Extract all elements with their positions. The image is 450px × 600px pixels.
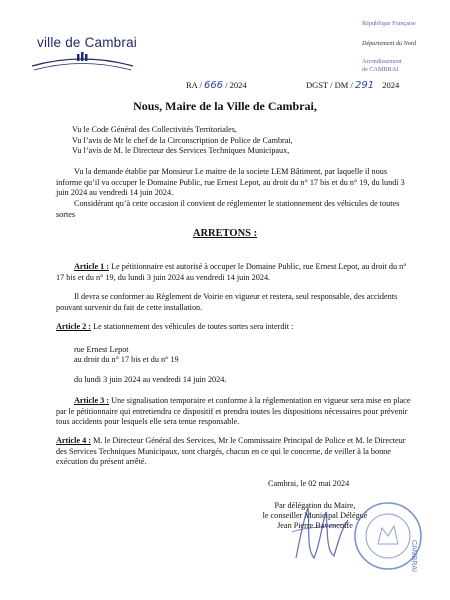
article-2 <box>56 322 414 333</box>
handwritten-signature <box>286 498 356 568</box>
article-2-street: rue Ernest Lepot <box>74 345 129 354</box>
arrondissement-city: de CAMBRAI <box>362 66 399 73</box>
ra-reference <box>186 80 247 91</box>
department-label: Département du Nord <box>362 40 417 47</box>
vu-line: Vu l’avis de Mr le chef de la Circonscription de Police de Cambrai, <box>72 135 293 145</box>
arrondissement-label: Arrondissement <box>362 58 402 65</box>
article-2-location: au droit du n° 17 bis et du n° 19 <box>74 355 179 364</box>
dgst-reference <box>306 80 399 91</box>
article-4-text: M. le Directeur Général des Services, Mr le Commissaire Principal de Police et M. le Directeur des Services Techniques Municipaux, sont chargés, chacun en ce qui le concerne, de veiller à la bonne exécution du présent arrêté. <box>56 436 406 466</box>
city-logo-text: ville de Cambrai <box>37 35 137 50</box>
signature-date: Cambrai, le 02 mai 2024 <box>268 479 350 488</box>
signature-line-1: Par délégation du Maire, <box>274 501 356 510</box>
dgst-prefix: DGST / DM / <box>306 80 353 90</box>
document-title: Nous, Maire de la Ville de Cambrai, <box>133 99 317 113</box>
article-1-text-2: Il devra se conformer au Règlement de Voirie en vigueur et restera, seul responsable, des accidents pouvant survenir du fait de cette installation. <box>56 292 398 312</box>
stamp-text: CAMBRAI <box>410 540 417 572</box>
article-3-text: Une signalisation temporaire et conforme à la réglementation en vigueur sera mise en place par le pétitionnaire qui entretiendra ce dispositif et prendra toutes les dispositions nécessaires pour prévenir tous accidents pour lesquels elle sera tenue responsable. <box>56 396 411 426</box>
article-1-label: Article 1 : <box>74 262 110 271</box>
article-2-label: Article 2 : <box>56 322 92 331</box>
vu-block <box>72 125 293 157</box>
arretons-heading: ARRETONS : <box>192 228 258 239</box>
article-3-label: Article 3 : <box>74 396 110 405</box>
dgst-number: 291 <box>354 80 375 91</box>
ra-number: 666 <box>203 80 224 91</box>
article-2-text: Le stationnement des véhicules de toutes sortes sera interdit : <box>93 322 294 331</box>
signature-line-2: le conseiller Municipal Délégué <box>262 511 368 520</box>
considerant-paragraph: Considérant qu’à cette occasion il convient de réglementer le stationnement des véhicules de toutes sortes <box>56 199 400 219</box>
republic-label: République Française <box>362 20 416 27</box>
article-1-text: Le pétitionnaire est autorisé à occuper le Domaine Public, rue Ernest Lepot, au droit du n° 17 bis et du n° 19, du lundi 3 juin 2024 au vendredi 14 juin 2024. <box>56 262 407 282</box>
article-4 <box>56 436 414 468</box>
signature-line-3: Jean Pierre Bavencoffe <box>277 521 353 530</box>
article-3 <box>56 396 414 428</box>
vu-line: Vu le Code Général des Collectivités Territoriales, <box>72 125 237 134</box>
article-4-label: Article 4 : <box>56 436 92 445</box>
article-1 <box>56 262 414 283</box>
city-logo-icon <box>30 50 135 72</box>
article-2-dates: du lundi 3 juin 2024 au vendredi 14 juin 2024. <box>74 375 227 384</box>
ra-year: / 2024 <box>225 80 247 90</box>
vu-line: Vu l’avis de M. le Directeur des Services Techniques Municipaux, <box>72 146 290 155</box>
ra-prefix: RA / <box>186 80 202 90</box>
demande-paragraph: Vu la demande établie par Monsieur Le maitre de la societe LEM Bâtiment, par laquelle il nous informe qu’il va occuper le Domaine Public, rue Ernest Lepot, au droit du n° 17 bis et du n° 19, du lundi 3 juin 2024 au vendredi 14 juin 2024. <box>56 167 405 197</box>
dgst-year: 2024 <box>382 80 400 90</box>
official-stamp <box>352 500 424 572</box>
